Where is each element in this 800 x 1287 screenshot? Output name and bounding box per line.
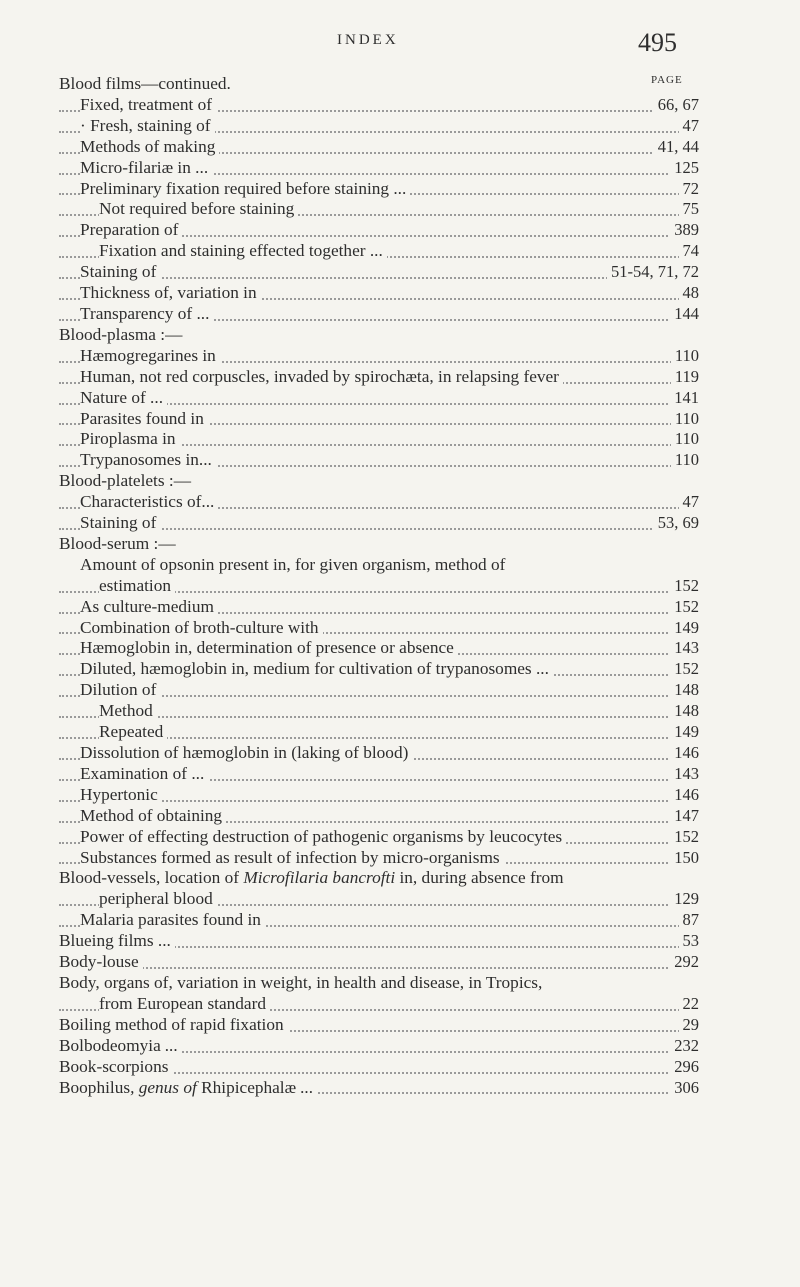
entry-text: Substances formed as result of infection by micro-organisms — [80, 848, 504, 867]
entry-text-part: Rhipicephalæ — [201, 1077, 297, 1097]
entry-page-ref: 152 — [670, 576, 699, 597]
entry-page-ref: 143 — [670, 764, 699, 785]
entry-page-ref: 144 — [670, 304, 699, 325]
entry-text: Not required before staining — [99, 199, 298, 218]
entry-text: Transparency of ... — [80, 304, 213, 323]
entry-page-ref: 232 — [670, 1036, 699, 1057]
entry-page-ref: 306 — [670, 1078, 699, 1099]
entry-page-ref: 389 — [670, 220, 699, 241]
index-entry — [59, 1078, 699, 1099]
index-entry — [59, 1015, 699, 1036]
entry-text: Power of effecting destruction of pathogenic organisms by leucocytes — [80, 827, 566, 846]
index-entry — [59, 618, 699, 639]
index-entry — [59, 199, 699, 220]
entry-text: Blood-plasma :— — [59, 325, 186, 344]
entry-text: Body-louse — [59, 952, 143, 971]
entry-text — [59, 1036, 182, 1055]
index-entry — [59, 910, 699, 931]
entry-text-part: Bolbodeomyia — [59, 1035, 161, 1055]
entry-text: Method of obtaining — [80, 806, 226, 825]
entry-text: from European standard — [99, 994, 270, 1013]
index-entry — [59, 848, 699, 869]
entry-page-ref: 141 — [670, 388, 699, 409]
index-entry — [59, 429, 699, 450]
index-entry — [59, 325, 699, 346]
index-entry — [59, 576, 699, 597]
entry-text: Combination of broth-culture with — [80, 618, 323, 637]
entry-text: Methods of making — [80, 137, 219, 156]
index-entry — [59, 534, 699, 555]
index-entry — [59, 785, 699, 806]
entry-page-ref: 143 — [670, 638, 699, 659]
entry-text: Preliminary fixation required before staining ... — [80, 179, 410, 198]
index-entry — [59, 994, 699, 1015]
entry-text: Malaria parasites found in — [80, 910, 265, 929]
entry-text: Piroplasma in — [80, 429, 180, 448]
index-entry — [59, 806, 699, 827]
index-entry — [59, 1036, 699, 1057]
entry-text: Staining of — [80, 513, 160, 532]
index-entry — [59, 471, 699, 492]
entry-page-ref: 48 — [679, 283, 700, 304]
entry-text: Book-scorpions — [59, 1057, 172, 1076]
entry-page-ref: 129 — [670, 889, 699, 910]
entry-text: peripheral blood — [99, 889, 217, 908]
entry-text: Dissolution of hæmoglobin in (laking of blood) — [80, 743, 412, 762]
entry-text: Fixed, treatment of — [80, 95, 216, 114]
entry-text-part: ... — [296, 1077, 314, 1097]
index-entry — [59, 158, 699, 179]
index-entry — [59, 367, 699, 388]
index-entry — [59, 889, 699, 910]
entry-text: As culture-medium — [80, 597, 218, 616]
entry-page-ref: 75 — [679, 199, 700, 220]
index-entry — [59, 868, 699, 889]
entry-page-ref: 22 — [679, 994, 700, 1015]
index-entry — [59, 597, 699, 618]
index-entry — [59, 638, 699, 659]
index-entry — [59, 743, 699, 764]
entry-text: Method — [99, 701, 157, 720]
index-entry — [59, 116, 699, 137]
entry-page-ref: 148 — [670, 680, 699, 701]
index-entry — [59, 659, 699, 680]
entry-text: Amount of opsonin present in, for given organism, method of — [80, 555, 509, 574]
entry-text: Staining of — [80, 262, 160, 281]
entry-page-ref: 119 — [671, 367, 699, 388]
entry-page-ref: 110 — [671, 409, 699, 430]
entry-text: Nature of ... — [80, 388, 167, 407]
index-entry — [59, 95, 699, 116]
entry-page-ref: 51-54, 71, 72 — [607, 262, 699, 283]
entry-page-ref: 292 — [670, 952, 699, 973]
dot-leader — [59, 967, 699, 969]
entry-page-ref: 110 — [671, 450, 699, 471]
entry-page-ref: 41, 44 — [654, 137, 699, 158]
entry-text — [59, 868, 568, 887]
index-entry — [59, 241, 699, 262]
index-entry — [59, 931, 699, 952]
index-entry — [59, 450, 699, 471]
index-entry — [59, 304, 699, 325]
entry-text-part: Microfilaria bancrofti — [243, 868, 396, 888]
entry-page-ref: 296 — [670, 1057, 699, 1078]
entry-text: Blood films—continued. — [59, 74, 235, 93]
entry-page-ref: 147 — [670, 806, 699, 827]
entry-text: Characteristics of... — [80, 492, 218, 511]
entry-text-part: Blood-vessels, location of — [59, 868, 244, 888]
entry-text: Hypertonic — [80, 785, 162, 804]
entry-page-ref: 29 — [679, 1015, 700, 1036]
entry-text: Fixation and staining effected together ... — [99, 241, 387, 260]
entry-text-part: ... — [160, 1035, 179, 1055]
entry-text: Blood-serum :— — [59, 534, 180, 553]
index-entry — [59, 179, 699, 200]
entry-text-part: in, during absence from — [395, 868, 564, 888]
entry-page-ref: 148 — [670, 701, 699, 722]
entry-text-part: , genus of — [130, 1077, 202, 1097]
entry-text: Blueing films ... — [59, 931, 175, 950]
index-entry — [59, 722, 699, 743]
entry-page-ref: 87 — [679, 910, 700, 931]
entry-page-ref: 149 — [670, 722, 699, 743]
index-entry — [59, 137, 699, 158]
entry-text: estimation — [99, 576, 175, 595]
index-entry — [59, 283, 699, 304]
index-entry — [59, 513, 699, 534]
entry-page-ref: 149 — [670, 618, 699, 639]
entry-text: Hæmoglobin in, determination of presence or absence — [80, 638, 458, 657]
entry-text: Dilution of — [80, 680, 160, 699]
index-entry — [59, 409, 699, 430]
entry-text: Human, not red corpuscles, invaded by spirochæta, in relapsing fever — [80, 367, 563, 386]
entry-text: Parasites found in — [80, 409, 208, 428]
entry-page-ref: 152 — [670, 597, 699, 618]
entry-text: Trypanosomes in... — [80, 450, 216, 469]
page-column-label: PAGE — [651, 74, 683, 86]
index-entry — [59, 827, 699, 848]
entry-page-ref: 150 — [670, 848, 699, 869]
index-entry — [59, 388, 699, 409]
entry-page-ref: 53 — [679, 931, 700, 952]
index-entry — [59, 973, 699, 994]
index-entry — [59, 701, 699, 722]
entry-text: Examination of ... — [80, 764, 208, 783]
entry-text-part: Boophilus — [59, 1077, 131, 1097]
entry-text: Diluted, hæmoglobin in, medium for cultivation of trypanosomes ... — [80, 659, 553, 678]
entry-page-ref: 152 — [670, 827, 699, 848]
index-entry — [59, 764, 699, 785]
running-head: INDEX — [337, 32, 399, 48]
entry-text: Thickness of, variation in — [80, 283, 261, 302]
entry-page-ref: 110 — [671, 429, 699, 450]
entry-text: Micro-filariæ in ... — [80, 158, 212, 177]
entry-text: Boiling method of rapid fixation — [59, 1015, 288, 1034]
index-entries — [59, 74, 699, 1098]
entry-text: Repeated — [99, 722, 167, 741]
entry-text — [59, 1078, 317, 1097]
entry-page-ref: 47 — [679, 116, 700, 137]
entry-page-ref: 152 — [670, 659, 699, 680]
entry-text: Preparation of — [80, 220, 182, 239]
index-entry — [59, 952, 699, 973]
entry-text: · Fresh, staining of — [80, 116, 215, 135]
entry-page-ref: 125 — [670, 158, 699, 179]
entry-page-ref: 47 — [679, 492, 700, 513]
entry-page-ref: 146 — [670, 743, 699, 764]
entry-page-ref: 66, 67 — [654, 95, 699, 116]
entry-text: Hæmogregarines in — [80, 346, 220, 365]
entry-page-ref: 72 — [679, 179, 700, 200]
entry-page-ref: 146 — [670, 785, 699, 806]
index-entry — [59, 492, 699, 513]
index-entry — [59, 220, 699, 241]
index-entry — [59, 1057, 699, 1078]
page-number: 495 — [638, 28, 677, 57]
entry-page-ref: 74 — [679, 241, 700, 262]
index-entry — [59, 680, 699, 701]
index-entry — [59, 555, 699, 576]
entry-page-ref: 53, 69 — [654, 513, 699, 534]
index-entry — [59, 74, 699, 95]
entry-text: Body, organs of, variation in weight, in health and disease, in Tropics, — [59, 973, 546, 992]
entry-page-ref: 110 — [671, 346, 699, 367]
index-entry — [59, 262, 699, 283]
entry-text: Blood-platelets :— — [59, 471, 195, 490]
index-entry — [59, 346, 699, 367]
